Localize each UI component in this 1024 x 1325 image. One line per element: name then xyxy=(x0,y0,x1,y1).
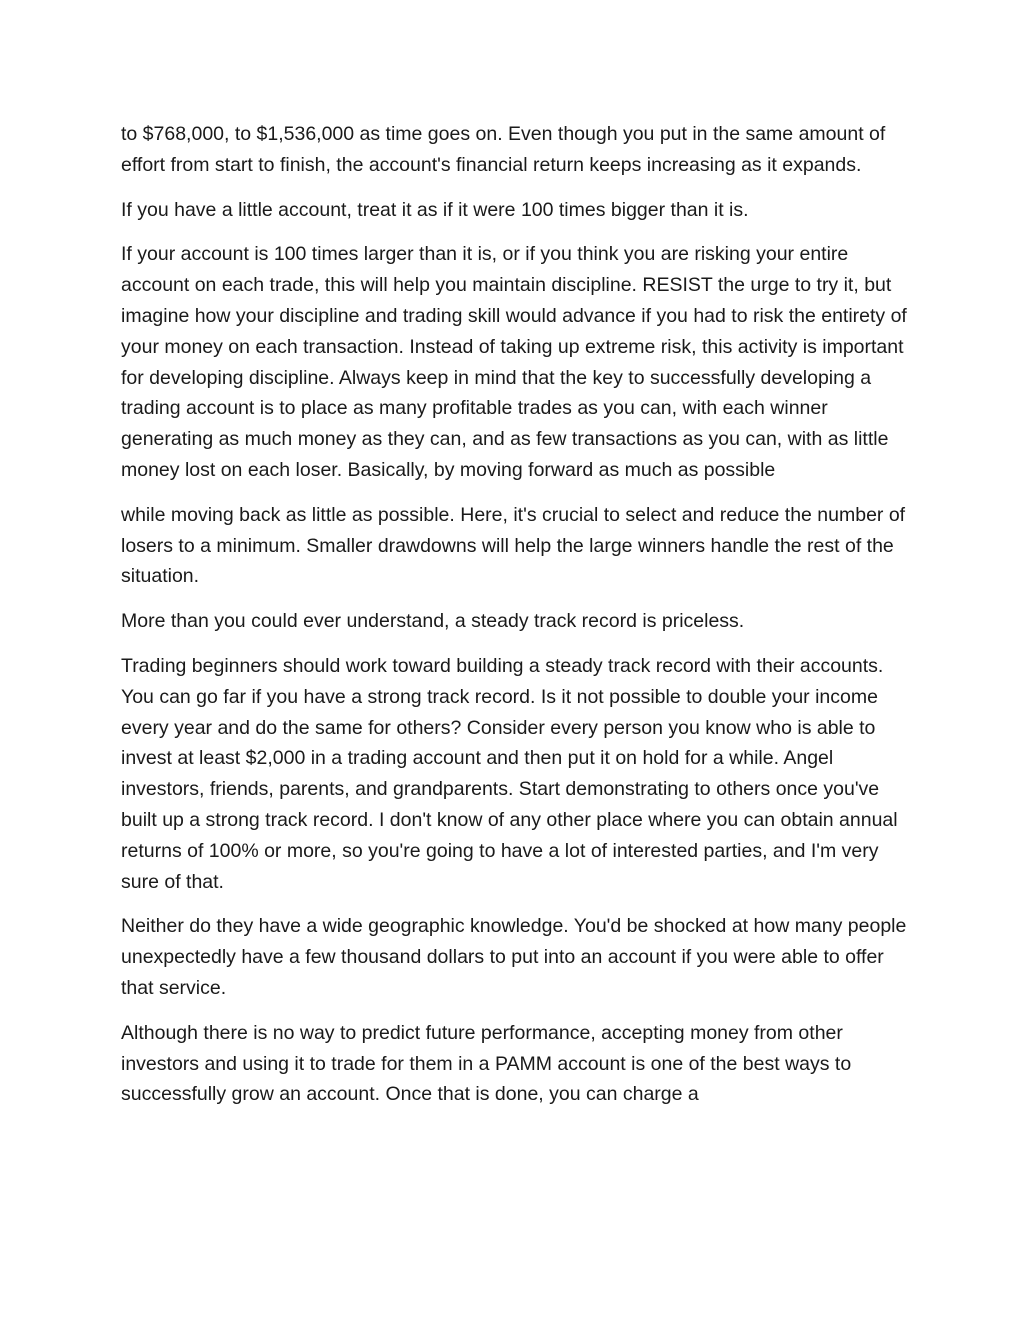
paragraph: Neither do they have a wide geographic knowledge. You'd be shocked at how many people unexpectedly have a few thousand dollars to put into an account if you were able to offer that service. xyxy=(121,915,907,999)
paragraph: while moving back as little as possible. Here, it's crucial to select and reduce the number of losers to a minimum. Smaller drawdowns will help the large winners handle the rest of the situation. xyxy=(121,503,906,588)
document-body xyxy=(121,119,911,1124)
paragraph: If your account is 100 times larger than it is, or if you think you are risking your entire account on each trade, this will help you maintain discipline. RESIST the urge to try it, but imagine how your discipline and trading skill would advance if you had to risk the entirety of your money on each transaction. Instead of taking up extreme risk, this activity is important for developing discipline. Always keep in mind that the key to successfully developing a trading account is to place as many profitable trades as you can, with each winner generating as much money as they can, and as few transactions as you can, with as little money lost on each loser. Basically, by moving forward as much as possible xyxy=(121,243,907,481)
paragraph: to $768,000, to $1,536,000 as time goes on. Even though you put in the same amount of effort from start to finish, the account's financial return keeps increasing as it expands. xyxy=(121,123,886,176)
paragraph: More than you could ever understand, a steady track record is priceless. xyxy=(121,610,745,633)
paragraph: If you have a little account, treat it as if it were 100 times bigger than it is. xyxy=(121,198,749,221)
paragraph: Trading beginners should work toward building a steady track record with their accounts. You can go far if you have a strong track record. Is it not possible to double your income every year and do the same for others? Consider every person you know who is able to invest at least $2,000 in a trading account and then put it on hold for a while. Angel investors, friends, parents, and grandparents. Start demonstrating to others once you've built up a strong track record. I don't know of any other place where you can obtain annual returns of 100% or more, so you're going to have a lot of interested parties, and I'm very sure of that. xyxy=(121,654,898,893)
paragraph: Although there is no way to predict future performance, accepting money from other investors and using it to trade for them in a PAMM account is one of the best ways to successfully grow an account. Once that is done, you can charge a xyxy=(121,1021,852,1106)
